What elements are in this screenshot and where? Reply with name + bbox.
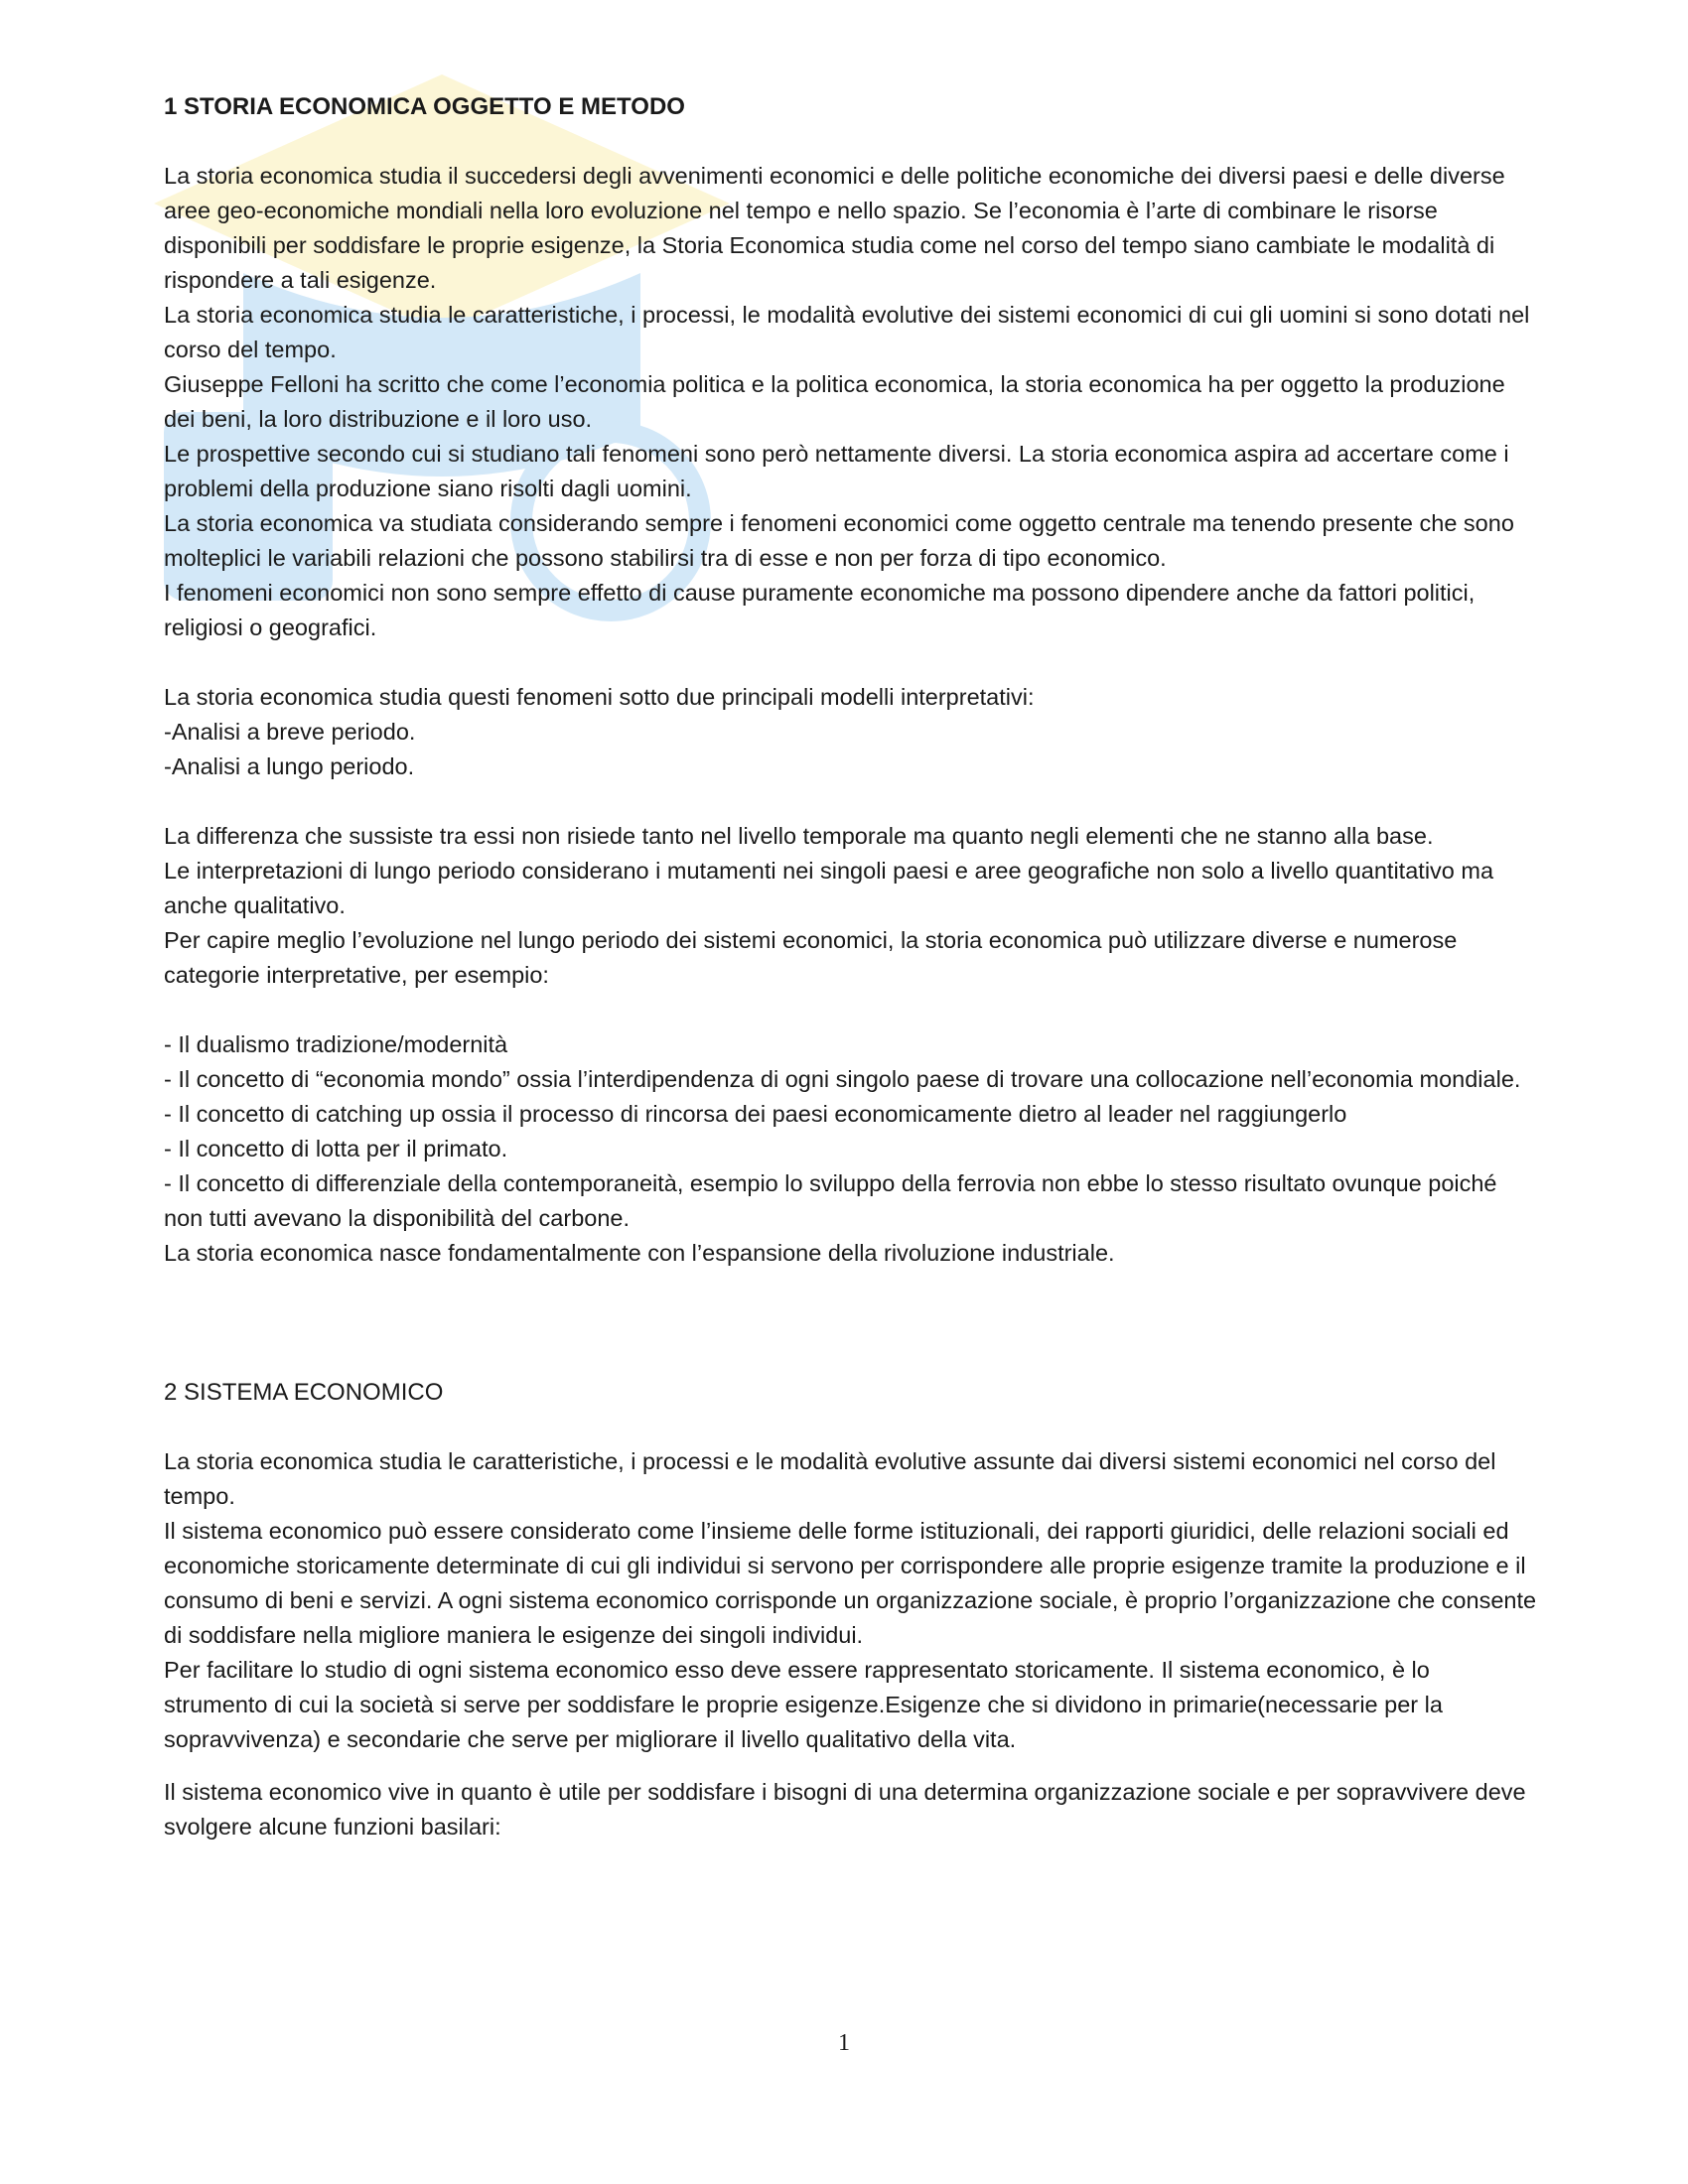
document-page xyxy=(164,89,1539,1844)
paragraph: Le interpretazioni di lungo periodo considerano i mutamenti nei singoli paesi e aree geografiche non solo a livello quantitativo ma anche qualitativo. xyxy=(164,858,1494,918)
paragraph: La storia economica studia le caratteristiche, i processi e le modalità evolutive assunte dai diversi sistemi economici nel corso del tempo. xyxy=(164,1448,1496,1509)
list-item: - Il concetto di differenziale della contemporaneità, esempio lo sviluppo della ferrovia non ebbe lo stesso risultato ovunque poiché non tutti avevano la disponibilità del carbone. xyxy=(164,1170,1497,1231)
paragraph: Giuseppe Felloni ha scritto che come l’economia politica e la politica economica, la storia economica ha per oggetto la produzione dei beni, la loro distribuzione e il loro uso. xyxy=(164,371,1505,432)
section-2-heading: 2 SISTEMA ECONOMICO xyxy=(164,1379,444,1406)
models-intro: La storia economica studia questi fenomeni sotto due principali modelli interpretativi: xyxy=(164,684,1035,710)
list-item: - Il concetto di catching up ossia il processo di rincorsa dei paesi economicamente dietro al leader nel raggiungerlo xyxy=(164,1101,1347,1127)
list-item: - Il dualismo tradizione/modernità xyxy=(164,1031,508,1057)
section-1-heading: 1 STORIA ECONOMICA OGGETTO E METODO xyxy=(164,93,685,120)
paragraph: Le prospettive secondo cui si studiano tali fenomeni sono però nettamente diversi. La storia economica aspira ad accertare come i problemi della produzione siano risolti dagli uomini. xyxy=(164,441,1509,501)
paragraph: I fenomeni economici non sono sempre effetto di cause puramente economiche ma possono dipendere anche da fattori politici, religiosi o geografici. xyxy=(164,580,1476,640)
paragraph: Per facilitare lo studio di ogni sistema economico esso deve essere rappresentato storicamente. Il sistema economico, è lo strumento di cui la società si serve per soddisfare le proprie esigenze.Esigenze che si dividono in primarie(necessarie per la sopravvivenza) e secondarie che serve per migliorare il livello qualitativo della vita. xyxy=(164,1657,1443,1752)
paragraph: La storia economica studia il succedersi degli avvenimenti economici e delle politiche economiche dei diversi paesi e delle diverse aree geo-economiche mondiali nella loro evoluzione nel tempo e nello spazio. Se l’economia è l’arte di combinare le risorse disponibili per soddisfare le proprie esigenze, la Storia Economica studia come nel corso del tempo siano cambiate le modalità di rispondere a tali esigenze. xyxy=(164,163,1505,293)
list-item: - Il concetto di “economia mondo” ossia l’interdipendenza di ogni singolo paese di trovare una collocazione nell’economia mondiale. xyxy=(164,1066,1521,1092)
paragraph: Il sistema economico può essere considerato come l’insieme delle forme istituzionali, dei rapporti giuridici, delle relazioni sociali ed economiche storicamente determinate di cui gli individui si servono per corrispondere alle proprie esigenze tramite la produzione e il consumo di beni e servizi. A ogni sistema economico corrisponde un organizzazione sociale, è proprio l’organizzazione che consente di soddisfare nella migliore maniera le esigenze dei singoli individui. xyxy=(164,1518,1537,1648)
list-item: -Analisi a lungo periodo. xyxy=(164,753,415,779)
paragraph: Il sistema economico vive in quanto è utile per soddisfare i bisogni di una determina organizzazione sociale e per sopravvivere deve svolgere alcune funzioni basilari: xyxy=(164,1779,1526,1840)
paragraph: La storia economica nasce fondamentalmente con l’espansione della rivoluzione industriale. xyxy=(164,1240,1115,1266)
paragraph: La storia economica studia le caratteristiche, i processi, le modalità evolutive dei sistemi economici di cui gli uomini si sono dotati nel corso del tempo. xyxy=(164,302,1530,362)
list-item: -Analisi a breve periodo. xyxy=(164,719,416,745)
paragraph: La storia economica va studiata considerando sempre i fenomeni economici come oggetto centrale ma tenendo presente che sono molteplici le variabili relazioni che possono stabilirsi tra di esse e non per forza di tipo economico. xyxy=(164,510,1514,571)
paragraph: La differenza che sussiste tra essi non risiede tanto nel livello temporale ma quanto negli elementi che ne stanno alla base. xyxy=(164,823,1434,849)
list-item: - Il concetto di lotta per il primato. xyxy=(164,1136,508,1161)
page-number: 1 xyxy=(838,2030,850,2056)
paragraph: Per capire meglio l’evoluzione nel lungo periodo dei sistemi economici, la storia economica può utilizzare diverse e numerose categorie interpretative, per esempio: xyxy=(164,927,1458,988)
